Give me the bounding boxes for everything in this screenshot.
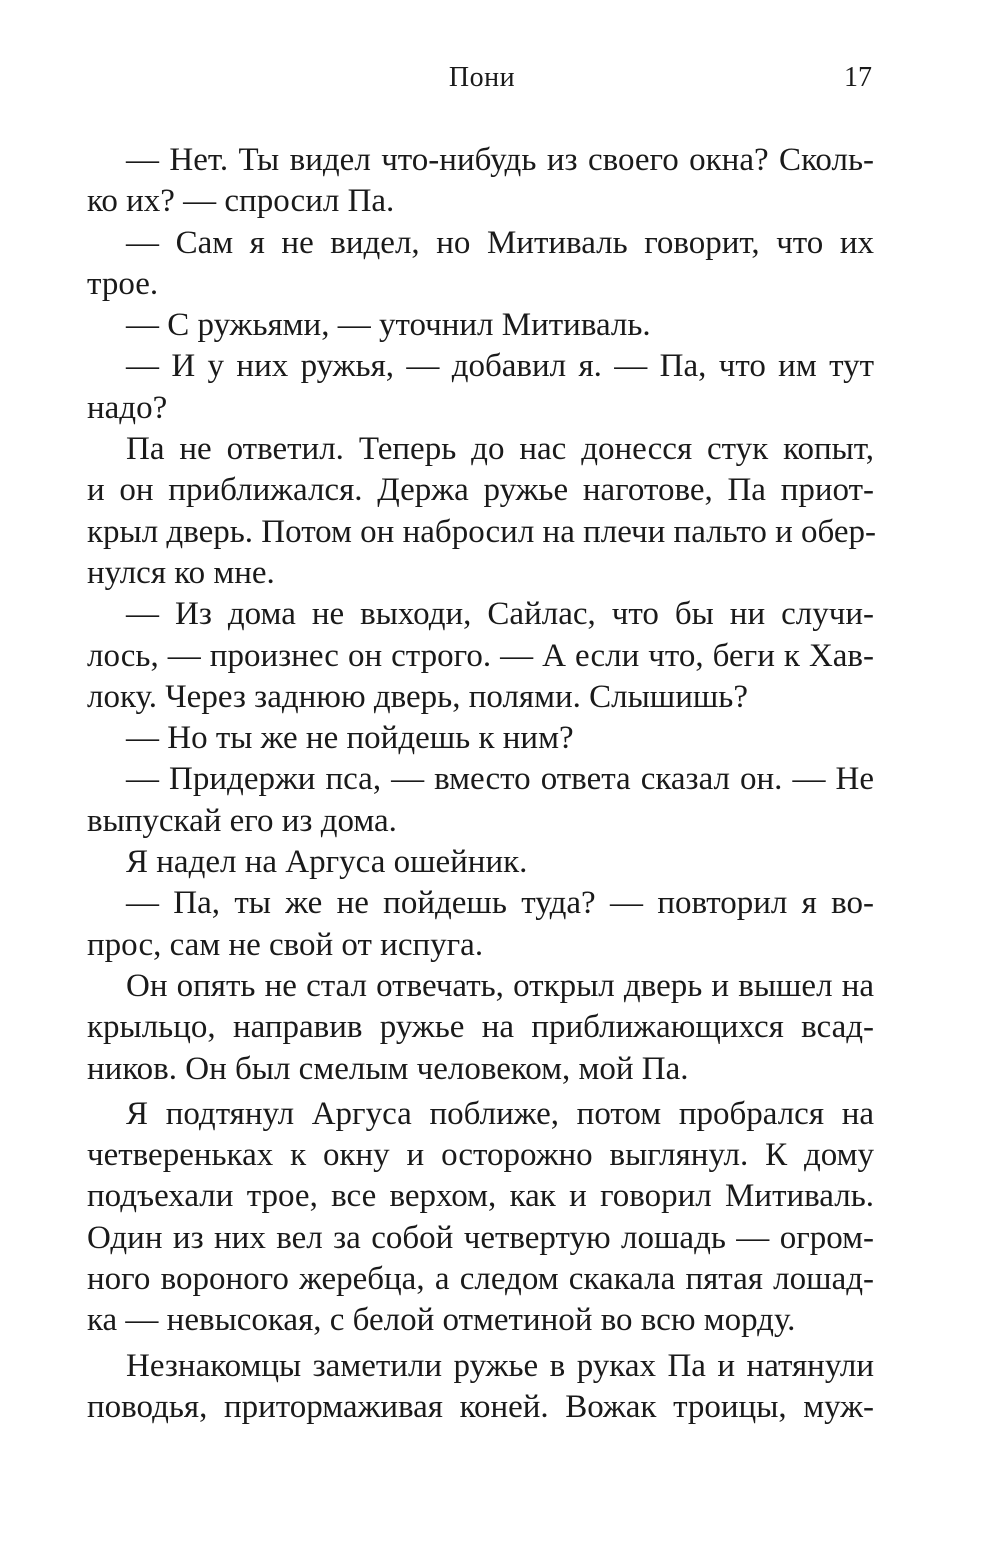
text-line: ников. Он был смелым человеком, мой Па. [87,1050,689,1087]
text-line: Я подтянул Аргуса поближе, потом пробрался на [126,1095,874,1132]
text-line: Незнакомцы заметили ружье в руках Па и натянули [126,1347,874,1384]
text-line: ка — невысокая, с белой отметиной во всю морду. [87,1302,796,1339]
text-line: четвереньках к окну и осторожно выглянул. К дому [87,1137,874,1174]
text-line: — Из дома не выходи, Сайлас, что бы ни случи- [126,596,874,633]
text-line: — Но ты же не пойдешь к ним? [126,720,574,757]
text-line: — Сам я не видел, но Митиваль говорит, что их [126,224,874,261]
text-line: поводья, притормаживая коней. Вожак троицы, муж- [87,1388,874,1425]
text-line: ко их? — спросил Па. [87,183,395,220]
text-line: трое. [87,265,159,302]
text-line: ного вороного жеребца, а следом скакала пятая лошад- [87,1261,874,1298]
text-line: подъехали трое, все верхом, как и говорил Митиваль. [87,1178,874,1215]
text-line: — И у них ружья, — добавил я. — Па, что им тут [126,348,874,385]
running-head [0,60,1000,100]
text-line: — Нет. Ты видел что-нибудь из своего окна? Сколь- [126,142,874,178]
running-title: Пони [448,62,516,93]
text-line: — С ружьями, — уточнил Митиваль. [126,307,651,344]
text-line: — Па, ты же не пойдешь туда? — повторил я во- [126,885,874,922]
text-line: Я надел на Аргуса ошейник. [126,844,528,881]
text-line: — Придержи пса, — вместо ответа сказал он. — Не [126,761,874,798]
text-line: крыл дверь. Потом он набросил на плечи пальто и обер- [87,513,877,550]
text-line: выпускай его из дома. [87,802,397,839]
text-line: Па не ответил. Теперь до нас донесся стук копыт, [126,431,874,468]
body-text [87,140,877,1428]
text-line: нулся ко мне. [87,554,275,591]
text-line: лось, — произнес он строго. — А если что, беги к Хав- [87,637,874,674]
text-line: Он опять не стал отвечать, открыл дверь и вышел на [126,967,874,1004]
text-line: и он приближался. Держа ружье наготове, Па приот- [87,472,874,509]
text-line: крыльцо, направив ружье на приближающихся всад- [87,1009,874,1046]
text-line: Один из них вел за собой четвертую лошадь — огром- [87,1219,874,1256]
text-line: надо? [87,389,168,426]
page-number: 17 [844,62,872,93]
text-line: прос, сам не свой от испуга. [87,926,484,963]
text-line: локу. Через заднюю дверь, полями. Слышишь? [87,678,748,715]
